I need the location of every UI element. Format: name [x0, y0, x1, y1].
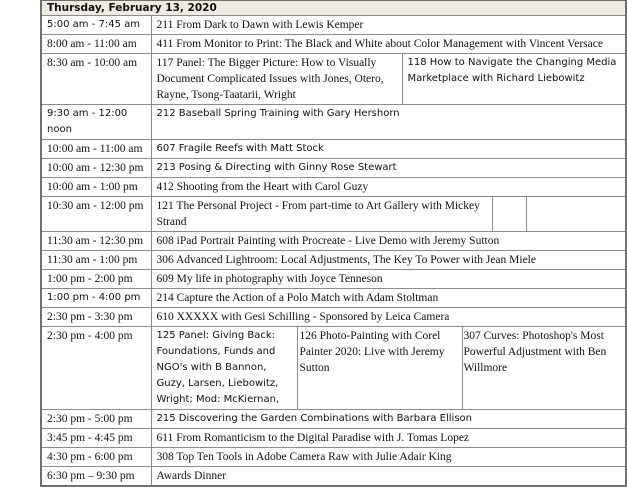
empty-cell: [526, 197, 626, 232]
session-title-2: 118 How to Navigate the Changing Media Marketplace with Richard Liebowitz: [402, 54, 626, 105]
session-time: 10:30 am - 12:00 pm: [41, 197, 151, 232]
session-time: 2:30 pm - 3:30 pm: [41, 308, 151, 327]
session-time: 9:30 am - 12:00 noon: [41, 105, 151, 140]
session-title: 117 Panel: The Bigger Picture: How to Visually Document Complicated Issues with Jones, Otero, Rayne, Tsong-Taatarii, Wright: [151, 54, 402, 105]
table-row: [41, 448, 626, 467]
session-title: 306 Advanced Lightroom: Local Adjustments, The Key To Power with Jean Miele: [151, 251, 626, 270]
session-title: 213 Posing & Directing with Ginny Rose Stewart: [151, 159, 626, 178]
session-time: 10:00 am - 12:30 pm: [41, 159, 151, 178]
session-title: 611 From Romanticism to the Digital Paradise with J. Tomas Lopez: [151, 429, 626, 448]
session-title: 308 Top Ten Tools in Adobe Camera Raw with Julie Adair King: [151, 448, 626, 467]
table-row: [41, 251, 626, 270]
session-time: 11:30 am - 1:00 pm: [41, 251, 151, 270]
table-row: [41, 16, 626, 35]
session-time: 2:30 pm - 4:00 pm: [41, 327, 151, 410]
session-title: 214 Capture the Action of a Polo Match with Adam Stoltman: [151, 289, 626, 308]
table-row: [41, 410, 626, 429]
table-row: [41, 429, 626, 448]
table-row: [41, 105, 626, 140]
session-time: 1:00 pm - 4:00 pm: [41, 289, 151, 308]
table-row: [41, 289, 626, 308]
table-row: [41, 54, 626, 105]
session-time: 3:45 pm - 4:45 pm: [41, 429, 151, 448]
session-time: 4:30 pm - 6:00 pm: [41, 448, 151, 467]
session-title-2: 126 Photo-Painting with Corel Painter 2020: Live with Jeremy Sutton: [297, 327, 462, 410]
session-time: 11:30 am - 12:30 pm: [41, 232, 151, 251]
table-row: [41, 159, 626, 178]
table-row: [41, 232, 626, 251]
session-title: 215 Discovering the Garden Combinations with Barbara Ellison: [151, 410, 626, 429]
table-row: [41, 35, 626, 54]
session-title: 212 Baseball Spring Training with Gary Hershorn: [151, 105, 626, 140]
session-time: 2:30 pm - 5:00 pm: [41, 410, 151, 429]
session-title-3: 307 Curves: Photoshop's Most Powerful Adjustment with Ben Willmore: [462, 327, 626, 410]
table-row: [41, 327, 626, 410]
session-time: 8:00 am - 11:00 am: [41, 35, 151, 54]
session-time: 8:30 am - 10:00 am: [41, 54, 151, 105]
session-title: 607 Fragile Reefs with Matt Stock: [151, 140, 626, 159]
table-row: [41, 140, 626, 159]
day-header-row: [41, 1, 626, 16]
table-row: [41, 308, 626, 327]
empty-cell: [492, 197, 526, 232]
schedule-table: [40, 0, 627, 487]
session-title: 411 From Monitor to Print: The Black and White about Color Management with Vincent Versace: [151, 35, 626, 54]
session-title: 125 Panel: Giving Back: Foundations, Funds and NGO's with B Bannon, Guzy, Larsen, Liebowitz, Wright; Mod: McKiernan,: [151, 327, 297, 410]
table-row: [41, 467, 626, 487]
table-row: [41, 197, 626, 232]
session-title: 121 The Personal Project - From part-time to Art Gallery with Mickey Strand: [151, 197, 492, 232]
session-title: Awards Dinner: [151, 467, 626, 487]
table-row: [41, 178, 626, 197]
session-time: 10:00 am - 1:00 pm: [41, 178, 151, 197]
day-header: Thursday, February 13, 2020: [41, 1, 626, 16]
session-time: 10:00 am - 11:00 am: [41, 140, 151, 159]
table-row: [41, 270, 626, 289]
session-time: 6:30 pm – 9:30 pm: [41, 467, 151, 487]
session-title: 211 From Dark to Dawn with Lewis Kemper: [151, 16, 626, 35]
session-time: 5:00 am - 7:45 am: [41, 16, 151, 35]
session-title: 412 Shooting from the Heart with Carol Guzy: [151, 178, 626, 197]
session-title: 610 XXXXX with Gesi Schilling - Sponsored by Leica Camera: [151, 308, 626, 327]
session-time: 1:00 pm - 2:00 pm: [41, 270, 151, 289]
session-title: 608 iPad Portrait Painting with Procreate - Live Demo with Jeremy Sutton: [151, 232, 626, 251]
session-title: 609 My life in photography with Joyce Tenneson: [151, 270, 626, 289]
